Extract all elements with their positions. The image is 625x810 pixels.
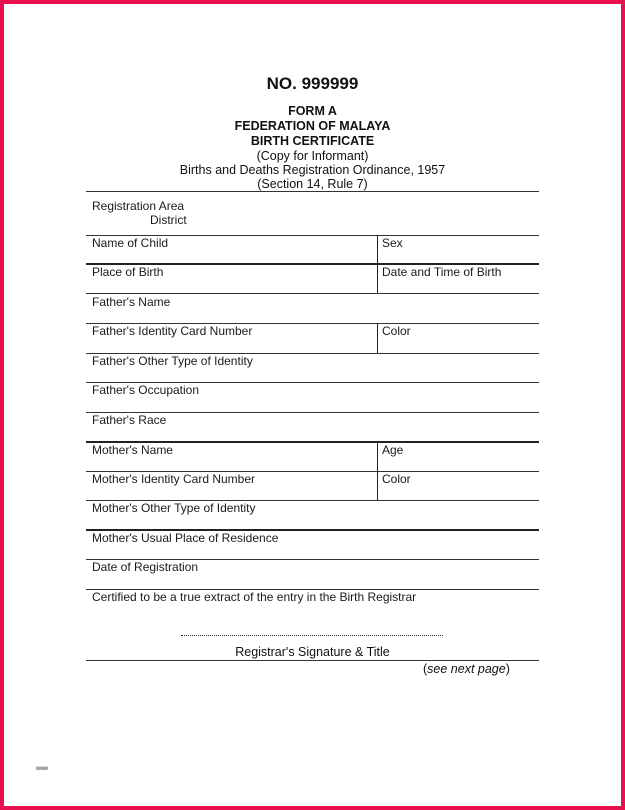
date-time-of-birth-label: Date and Time of Birth — [382, 265, 502, 279]
mothers-age-label: Age — [382, 443, 404, 457]
sex-label: Sex — [382, 236, 403, 250]
section-label: (Section 14, Rule 7) — [257, 177, 368, 191]
fathers-name-label: Father's Name — [92, 295, 171, 309]
fathers-occupation-label: Father's Occupation — [92, 383, 200, 397]
mothers-residence-label: Mother's Usual Place of Residence — [92, 531, 279, 545]
registration-area-label: Registration Area — [92, 199, 185, 213]
column-divider — [377, 235, 378, 293]
document-title: BIRTH CERTIFICATE — [250, 134, 375, 148]
mothers-color-label: Color — [382, 472, 411, 486]
copy-label: (Copy for Informant) — [256, 149, 369, 163]
watermark: www — [36, 766, 48, 772]
fathers-other-id-label: Father's Other Type of Identity — [92, 354, 253, 368]
divider — [86, 293, 539, 294]
mothers-name-label: Mother's Name — [92, 443, 173, 457]
fathers-color-label: Color — [382, 324, 411, 338]
paren-close: ) — [505, 662, 510, 676]
see-next-page-note — [423, 662, 510, 676]
fathers-ic-label: Father's Identity Card Number — [92, 324, 253, 338]
fathers-race-label: Father's Race — [92, 413, 167, 427]
name-of-child-label: Name of Child — [92, 236, 169, 250]
certified-statement: Certified to be a true extract of the entry in the Birth Registrar — [92, 590, 417, 604]
column-divider — [377, 323, 378, 353]
registrar-signature-label: Registrar's Signature & Title — [235, 645, 390, 659]
see-next-page-text: see next page — [427, 662, 506, 676]
district-label: District — [150, 213, 187, 227]
signature-line — [181, 635, 443, 636]
divider — [86, 191, 539, 192]
paren-open: ( — [423, 662, 428, 676]
ordinance-label: Births and Deaths Registration Ordinance, 1957 — [179, 163, 446, 177]
certificate-number: NO. 999999 — [266, 74, 359, 93]
column-divider — [377, 441, 378, 500]
divider — [86, 660, 539, 661]
place-of-birth-label: Place of Birth — [92, 265, 164, 279]
mothers-ic-label: Mother's Identity Card Number — [92, 472, 256, 486]
date-of-registration-label: Date of Registration — [92, 560, 199, 574]
form-label: FORM A — [288, 104, 337, 118]
federation-label: FEDERATION OF MALAYA — [234, 119, 391, 133]
mothers-other-id-label: Mother's Other Type of Identity — [92, 501, 256, 515]
